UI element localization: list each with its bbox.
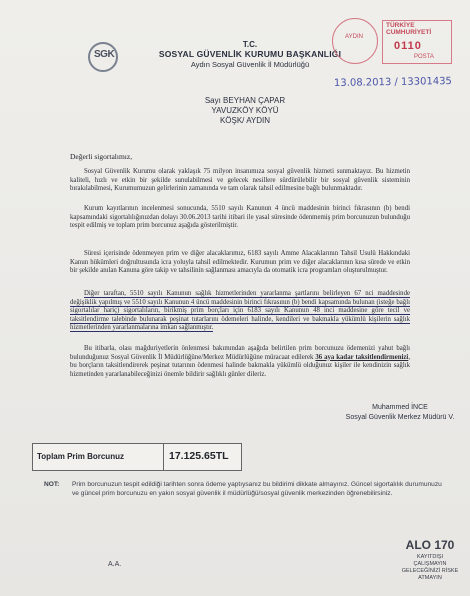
sgk-logo [88,42,126,68]
recipient-city: KÖŞK/ AYDIN [219,116,271,125]
total-debt-label: Toplam Prim Borcunuz [37,452,124,461]
recipient-village: YAVUZKÖY KÖYÜ [211,106,279,115]
note-label: NOT: [44,481,60,488]
paragraph-4 [70,290,410,333]
alo-line-3: ATMAYIN [418,575,442,581]
note-text: Prim borcunuzun tespit edildiği tarihten sonra ödeme yaptıysanız bu bildirimi dikkate almayınız. Güncel sigortalılık durumunuzu ve güncel prim borcunuzu en yakın sosyal güvenlik il müdürlüğü/sosyal güvenlik merkezinden öğrenebilirsiniz. [72,481,442,497]
paragraph-5: Bu itibarla, olası mağduriyetlerin önlenmesi bakımından aşağıda belirtilen prim borcunuzu ödemenizi yahut bağlı bulunduğunuz Sosyal Güvenlik İl Müdürlüğüne/Merkez Müdürlüğüne müracaat edilerek 36 aya kadar taksitlendirmenizi, bu borçların taksitlendirerek peşinat tutarının ödenmesi halinde bakmakla yükümlü olduğunuz kişiler ile kendinizin sağlık hizmetinden yararlanabileceğinizi önemle bildirir sağlıklı günler dileriz. [70,345,411,378]
alo-line-2: GELECEĞİNİZİ RİSKE [401,568,459,574]
postage-stamp [330,16,454,68]
postmark-text: AYDIN [345,34,363,40]
total-divider [163,444,164,470]
meter-posta: POSTA [414,54,434,60]
header-tc: T.C. [242,40,258,49]
signature-name: Muhammed İNCE [372,404,428,411]
paragraph-2: Kurum kayıtlarının incelenmesi sonucunda, 5510 sayılı Kanunun 4 üncü maddesinin birinci fıkrasının (b) bendi kapsamındaki sigortalılığınızdan dolayı 30.06.2013 tarihi itibari ile yasal süresinde ödenmemiş prim borcunuzun bulunduğu tespit edilmiş ve toplam prim borcunuz aşağıda gösterilmiştir. [70,205,410,230]
installment-emphasis: 36 aya kadar taksitlendirmenizi [315,353,409,361]
alo-line-1: KAYITDIŞI ÇALIŞMAYIN [413,554,447,567]
alo-170-logo [400,536,460,582]
paragraph-1: Sosyal Güvenlik Kurumu olarak yaklaşık 75 milyon insanımıza sosyal güvenlik hizmeti sunmaktayız. Bu hizmetin kaliteli, hızlı ve etkin bir şekilde sunulabilmesi ve gelecek nesillere sürdürülebilir bir sosyal güvenlik sisteminin bırakılabilmesi, Kurumumuzun gelirlerinin zamanında ve tam olarak tahsil edilmesine bağlı bulunmaktadır. [70,168,410,193]
signature-title: Sosyal Güvenlik Merkez Müdürü V. [345,414,455,421]
handwritten-reference: 13.08.2013 / 13301435 [333,75,452,90]
logo-text: SGK [94,49,115,60]
total-debt-value: 17.125.65TL [169,450,229,462]
total-debt-box [32,443,242,471]
paragraph-4-text: Diğer taraftan, 5510 sayılı Kanunun sağlık hizmetlerinden yararlanma şartlarını belirleyen 67 nci maddesinde değişiklik yapılmış ve 5510 sayılı Kanunun 4 üncü maddesinin birinci fıkrasının (b) bendi kapsamında bulunan (isteğe bağlı sigortalılar hariç) sigortalıların, birikmiş prim borçları için 6183 sayılı Kanunun 48 inci maddesine göre tecil ve taksitlendirme talebinde bulunarak peşinat tutarlarını ödemeleri halinde, kendileri ve bakmakla yükümlü kişilerin sağlık hizmetlerinden yararlanmalarına imkan sağlanmıştır. [70,290,410,332]
meter-title: TÜRKİYE CUMHURİYETİ [386,22,432,36]
header-office: Aydın Sosyal Güvenlik İl Müdürlüğü [190,60,310,69]
header-institution: SOSYAL GÜVENLİK KURUMU BAŞKANLIĞI [158,49,342,59]
meter-amount: 0110 [394,40,422,52]
initials: A.A. [108,561,122,568]
greeting: Değerli sigortalımız, [70,152,133,161]
paragraph-3: Süresi içerisinde ödenmeyen prim ve diğer alacaklarımız, 6183 sayılı Amme Alacaklarının Tahsil Usulü Hakkındaki Kanun hükümleri doğrultusunda icra yoluyla tahsil edilmektedir. Kurumun prim ve diğer alacaklarının kısa sürede ve etkin bir şekilde anılan Kanuna göre takip ve tahsilinin sağlanması amacıyla da otomatik icra programları oluşturulmuştur. [70,250,410,275]
recipient-name: Sayı BEYHAN ÇAPAR [204,96,286,105]
alo-mark: ALO 170 [405,538,455,552]
postmark-ring-icon [332,18,378,64]
